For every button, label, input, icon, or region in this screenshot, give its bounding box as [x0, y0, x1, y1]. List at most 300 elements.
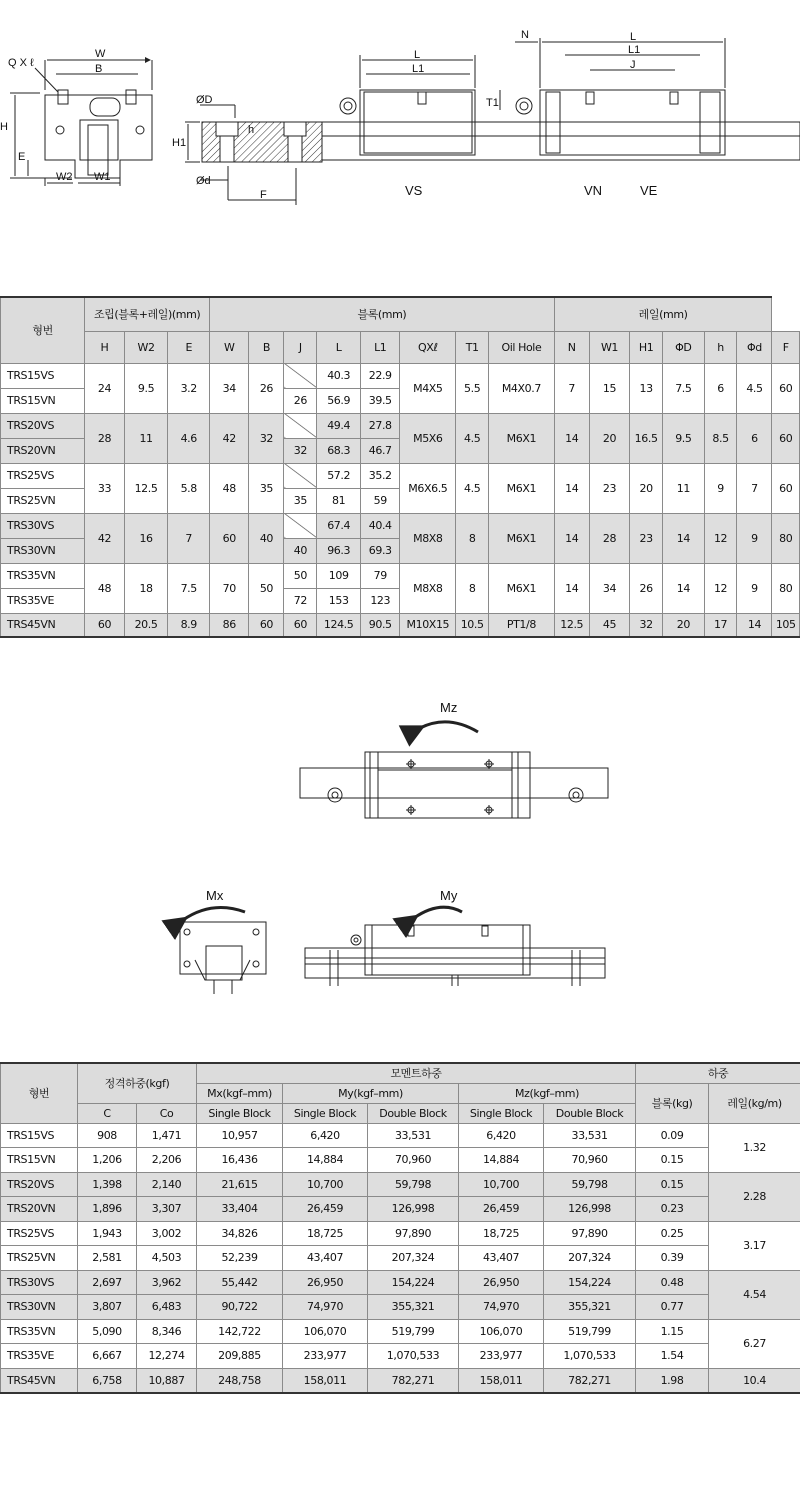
t1-col-header: W2: [124, 331, 168, 363]
table-cell: PT1/8: [489, 613, 555, 637]
table-cell: 60: [85, 613, 124, 637]
table-cell: 3,807: [78, 1295, 137, 1320]
table-cell: 4,503: [137, 1246, 197, 1271]
e-label: E: [18, 151, 26, 163]
table-cell: 20.5: [124, 613, 168, 637]
table-cell: 2,140: [137, 1172, 197, 1197]
table-cell: 34: [589, 563, 629, 613]
table-cell: 35: [249, 463, 284, 513]
table-cell: 60: [249, 613, 284, 637]
table-row: [1, 1344, 800, 1369]
model-cell: TRS35VE: [1, 1344, 78, 1369]
table-cell: 0.09: [636, 1123, 709, 1148]
table-cell: 21,615: [197, 1172, 283, 1197]
table-cell: 8.9: [168, 613, 210, 637]
b-label: B: [95, 63, 103, 75]
table-cell: M4X5: [400, 363, 456, 413]
table-cell: 26,950: [459, 1270, 544, 1295]
table-row: [1, 1319, 800, 1344]
table-cell: 1.98: [636, 1368, 709, 1393]
table-cell: [284, 513, 317, 538]
model-cell: TRS25VS: [1, 1221, 78, 1246]
table-cell: 1,206: [78, 1148, 137, 1173]
table-cell: 16.5: [630, 413, 663, 463]
table-cell: 70,960: [368, 1148, 459, 1173]
table-cell: 7.5: [663, 363, 705, 413]
table-cell: 26: [630, 563, 663, 613]
table-cell: 69.3: [361, 538, 400, 563]
table-cell: 33,404: [197, 1197, 283, 1222]
t1-col-header: ΦD: [663, 331, 705, 363]
model-cell: TRS20VN: [1, 1197, 78, 1222]
table-cell: 9.5: [124, 363, 168, 413]
table-cell: 33,531: [368, 1123, 459, 1148]
table-cell: 14: [554, 563, 589, 613]
table-cell: 3,307: [137, 1197, 197, 1222]
table-cell: 32: [249, 413, 284, 463]
table-cell: 42: [210, 413, 249, 463]
table-cell: 7.5: [168, 563, 210, 613]
table-cell: 26,459: [459, 1197, 544, 1222]
table-row: [1, 1172, 800, 1197]
rail-weight-cell: 3.17: [709, 1221, 800, 1270]
t1-col-header: L: [317, 331, 361, 363]
table-cell: 6,420: [283, 1123, 368, 1148]
table-cell: 8: [456, 563, 489, 613]
table-cell: 33: [85, 463, 124, 513]
table-cell: 908: [78, 1123, 137, 1148]
model-cell: TRS45VN: [1, 1368, 78, 1393]
table-cell: 782,271: [544, 1368, 636, 1393]
table-cell: 9: [737, 563, 772, 613]
rail-weight-cell: 10.4: [709, 1368, 800, 1393]
moment-diagram: [0, 690, 800, 1000]
model-cell: TRS35VN: [1, 563, 85, 588]
table-cell: 0.23: [636, 1197, 709, 1222]
table-cell: 46.7: [361, 438, 400, 463]
t1-model-header: 형번: [1, 297, 85, 363]
table-cell: 12,274: [137, 1344, 197, 1369]
table-cell: 4.5: [456, 463, 489, 513]
mz-header: Mz(kgf–mm): [459, 1083, 636, 1103]
table-cell: 9.5: [663, 413, 705, 463]
table-cell: 96.3: [317, 538, 361, 563]
table-cell: 5,090: [78, 1319, 137, 1344]
t1-rail-header: 레일(mm): [554, 297, 772, 331]
t1-col-header: N: [554, 331, 589, 363]
table-cell: 48: [210, 463, 249, 513]
table-cell: 26,950: [283, 1270, 368, 1295]
model-cell: TRS15VN: [1, 1148, 78, 1173]
table-cell: 109: [317, 563, 361, 588]
t1-col-header: L1: [361, 331, 400, 363]
table-cell: 4.6: [168, 413, 210, 463]
table-cell: 12: [704, 513, 737, 563]
table-cell: 3,002: [137, 1221, 197, 1246]
table-cell: 7: [554, 363, 589, 413]
rail-weight-cell: 6.27: [709, 1319, 800, 1368]
dimension-drawing-top: [0, 0, 800, 220]
table-cell: 355,321: [544, 1295, 636, 1320]
table-cell: 90.5: [361, 613, 400, 637]
table-cell: M6X1: [489, 413, 555, 463]
table-cell: 6,758: [78, 1368, 137, 1393]
table-row: [1, 413, 800, 438]
table-cell: 8: [456, 513, 489, 563]
block-kg-header: 블록(kg): [636, 1083, 709, 1123]
table-cell: 74,970: [459, 1295, 544, 1320]
table-cell: 49.4: [317, 413, 361, 438]
table-cell: 7: [737, 463, 772, 513]
table-cell: 5.8: [168, 463, 210, 513]
table-cell: 3.2: [168, 363, 210, 413]
table-cell: 14: [737, 613, 772, 637]
table-cell: 207,324: [368, 1246, 459, 1271]
table-cell: 72: [284, 588, 317, 613]
table-cell: 39.5: [361, 388, 400, 413]
t1-col-header: J: [284, 331, 317, 363]
t2-model-header: 형번: [1, 1063, 78, 1123]
table-cell: 13: [630, 363, 663, 413]
t1-assembly-header: 조립(블록+레일)(mm): [85, 297, 210, 331]
table-cell: 14: [663, 513, 705, 563]
table-cell: 45: [589, 613, 629, 637]
table-cell: 12.5: [124, 463, 168, 513]
table-cell: 60: [772, 413, 800, 463]
table-cell: 6,483: [137, 1295, 197, 1320]
table-row: [1, 1221, 800, 1246]
table-cell: 4.5: [737, 363, 772, 413]
single-block-header: Single Block: [197, 1103, 283, 1123]
table-cell: 28: [85, 413, 124, 463]
table-cell: 34,826: [197, 1221, 283, 1246]
table-cell: 106,070: [459, 1319, 544, 1344]
table-cell: 81: [317, 488, 361, 513]
table-cell: 14: [554, 513, 589, 563]
mz-label: Mz: [440, 700, 458, 715]
table-cell: 80: [772, 513, 800, 563]
table-cell: 3,962: [137, 1270, 197, 1295]
t1-label: T1: [486, 97, 499, 109]
table-cell: 14,884: [459, 1148, 544, 1173]
t1-col-header: H: [85, 331, 124, 363]
table-cell: 233,977: [459, 1344, 544, 1369]
table-cell: 105: [772, 613, 800, 637]
table-cell: [284, 463, 317, 488]
model-cell: TRS30VN: [1, 1295, 78, 1320]
table-cell: 26,459: [283, 1197, 368, 1222]
table-cell: 1.54: [636, 1344, 709, 1369]
table-cell: 16: [124, 513, 168, 563]
table-cell: 158,011: [459, 1368, 544, 1393]
table-cell: 355,321: [368, 1295, 459, 1320]
table-cell: 79: [361, 563, 400, 588]
table-cell: 5.5: [456, 363, 489, 413]
table-cell: 10,957: [197, 1123, 283, 1148]
table-cell: 6,420: [459, 1123, 544, 1148]
table-cell: 14: [554, 413, 589, 463]
table-cell: 782,271: [368, 1368, 459, 1393]
my-header: My(kgf–mm): [283, 1083, 459, 1103]
table-cell: 248,758: [197, 1368, 283, 1393]
table-cell: 23: [630, 513, 663, 563]
table-cell: 60: [772, 363, 800, 413]
table-row: [1, 1368, 800, 1393]
w-label: W: [95, 48, 106, 60]
single-block-header: Single Block: [459, 1103, 544, 1123]
table-cell: 11: [663, 463, 705, 513]
table-cell: 59: [361, 488, 400, 513]
qxl-label: Q X ℓ: [8, 57, 34, 69]
table-cell: 67.4: [317, 513, 361, 538]
table-row: [1, 1123, 800, 1148]
table-cell: 233,977: [283, 1344, 368, 1369]
table-cell: 14,884: [283, 1148, 368, 1173]
table-cell: 9: [704, 463, 737, 513]
table-cell: M6X6.5: [400, 463, 456, 513]
table-cell: M5X6: [400, 413, 456, 463]
model-cell: TRS30VS: [1, 513, 85, 538]
table-cell: 2,697: [78, 1270, 137, 1295]
table-cell: 4.5: [456, 413, 489, 463]
t1-col-header: Oil Hole: [489, 331, 555, 363]
single-block-header: Single Block: [283, 1103, 368, 1123]
table-cell: 7: [168, 513, 210, 563]
table-cell: 20: [589, 413, 629, 463]
table-row: [1, 563, 800, 588]
table-cell: 74,970: [283, 1295, 368, 1320]
table-cell: 0.77: [636, 1295, 709, 1320]
table-cell: 18,725: [283, 1221, 368, 1246]
table-cell: 70,960: [544, 1148, 636, 1173]
c-header: C: [78, 1103, 137, 1123]
table-cell: 59,798: [368, 1172, 459, 1197]
dimension-table: [0, 296, 800, 638]
table-cell: 6: [737, 413, 772, 463]
table-row: [1, 513, 800, 538]
table-cell: M8X8: [400, 513, 456, 563]
table-cell: 0.15: [636, 1148, 709, 1173]
table-cell: 20: [630, 463, 663, 513]
w2-label: W2: [56, 171, 73, 183]
model-cell: TRS20VS: [1, 1172, 78, 1197]
table-cell: 34: [210, 363, 249, 413]
table-cell: 124.5: [317, 613, 361, 637]
table-cell: 16,436: [197, 1148, 283, 1173]
table-row: [1, 363, 800, 388]
table-cell: 56.9: [317, 388, 361, 413]
t1-col-header: h: [704, 331, 737, 363]
vn-l1-label: L1: [628, 44, 641, 56]
t2-weight-header: 하중: [636, 1063, 800, 1083]
table-cell: 106,070: [283, 1319, 368, 1344]
table-cell: 48: [85, 563, 124, 613]
phid-lower-label: Ød: [196, 175, 211, 187]
n-label: N: [521, 29, 529, 41]
h-small-label: h: [248, 124, 255, 136]
t1-col-header: E: [168, 331, 210, 363]
model-cell: TRS35VN: [1, 1319, 78, 1344]
table-cell: 33,531: [544, 1123, 636, 1148]
table-cell: 18,725: [459, 1221, 544, 1246]
table-cell: 27.8: [361, 413, 400, 438]
table-cell: 60: [284, 613, 317, 637]
table-cell: 60: [210, 513, 249, 563]
model-cell: TRS30VN: [1, 538, 85, 563]
w1-label: W1: [94, 171, 111, 183]
table-cell: 43,407: [459, 1246, 544, 1271]
table-cell: 22.9: [361, 363, 400, 388]
table-cell: 8.5: [704, 413, 737, 463]
table-cell: 12.5: [554, 613, 589, 637]
load-rating-table: [0, 1062, 800, 1394]
table-cell: 6: [704, 363, 737, 413]
h1-label: H1: [172, 137, 187, 149]
table-cell: 2,206: [137, 1148, 197, 1173]
table-cell: 86: [210, 613, 249, 637]
table-cell: 42: [85, 513, 124, 563]
table-cell: 26: [284, 388, 317, 413]
table-cell: 10,887: [137, 1368, 197, 1393]
t2-moment-header: 모멘트하중: [197, 1063, 636, 1083]
t1-col-header: Φd: [737, 331, 772, 363]
table-cell: 1,896: [78, 1197, 137, 1222]
table-row: [1, 613, 800, 637]
vs-caption: VS: [405, 183, 423, 198]
table-cell: 26: [249, 363, 284, 413]
table-cell: 158,011: [283, 1368, 368, 1393]
table-cell: 519,799: [544, 1319, 636, 1344]
table-cell: [284, 363, 317, 388]
rail-weight-cell: 4.54: [709, 1270, 800, 1319]
table-cell: 1,943: [78, 1221, 137, 1246]
vn-l-label: L: [630, 31, 637, 43]
model-cell: TRS15VS: [1, 363, 85, 388]
table-cell: 142,722: [197, 1319, 283, 1344]
table-row: [1, 1246, 800, 1271]
table-cell: 1,070,533: [368, 1344, 459, 1369]
table-cell: 10,700: [283, 1172, 368, 1197]
model-cell: TRS25VN: [1, 488, 85, 513]
table-cell: 40: [249, 513, 284, 563]
double-block-header: Double Block: [544, 1103, 636, 1123]
table-cell: 8,346: [137, 1319, 197, 1344]
table-cell: 2,581: [78, 1246, 137, 1271]
table-cell: 154,224: [544, 1270, 636, 1295]
model-cell: TRS20VS: [1, 413, 85, 438]
table-cell: 154,224: [368, 1270, 459, 1295]
table-cell: 70: [210, 563, 249, 613]
table-cell: 11: [124, 413, 168, 463]
table-cell: M10X15: [400, 613, 456, 637]
table-cell: 90,722: [197, 1295, 283, 1320]
ve-caption: VE: [640, 183, 658, 198]
double-block-header: Double Block: [368, 1103, 459, 1123]
rail-weight-cell: 2.28: [709, 1172, 800, 1221]
table-row: [1, 1148, 800, 1173]
table-cell: 40.3: [317, 363, 361, 388]
table-cell: 0.39: [636, 1246, 709, 1271]
table-cell: 20: [663, 613, 705, 637]
table-cell: M6X1: [489, 463, 555, 513]
table-cell: 0.25: [636, 1221, 709, 1246]
table-cell: 68.3: [317, 438, 361, 463]
table-cell: 18: [124, 563, 168, 613]
table-cell: 1,471: [137, 1123, 197, 1148]
table-cell: 126,998: [544, 1197, 636, 1222]
model-cell: TRS15VS: [1, 1123, 78, 1148]
t1-col-header: B: [249, 331, 284, 363]
table-cell: 80: [772, 563, 800, 613]
table-cell: 50: [284, 563, 317, 588]
table-row: [1, 1270, 800, 1295]
t1-block-header: 블록(mm): [210, 297, 555, 331]
t2-rated-header: 정격하중(kgf): [78, 1063, 197, 1103]
table-cell: 153: [317, 588, 361, 613]
table-cell: M6X1: [489, 563, 555, 613]
t1-col-header: T1: [456, 331, 489, 363]
t1-col-header: F: [772, 331, 800, 363]
j-label: J: [630, 59, 636, 71]
table-cell: M6X1: [489, 513, 555, 563]
t1-col-header: W: [210, 331, 249, 363]
table-row: [1, 1197, 800, 1222]
mx-header: Mx(kgf–mm): [197, 1083, 283, 1103]
model-cell: TRS45VN: [1, 613, 85, 637]
vs-l1-label: L1: [412, 63, 425, 75]
vs-l-label: L: [414, 49, 421, 61]
table-cell: M4X0.7: [489, 363, 555, 413]
mx-label: Mx: [206, 888, 224, 903]
rail-kgm-header: 레일(kg/m): [709, 1083, 800, 1123]
table-cell: 97,890: [544, 1221, 636, 1246]
table-cell: 10,700: [459, 1172, 544, 1197]
co-header: Co: [137, 1103, 197, 1123]
table-cell: 1,398: [78, 1172, 137, 1197]
table-cell: 14: [554, 463, 589, 513]
t1-col-header: QXℓ: [400, 331, 456, 363]
table-cell: 0.48: [636, 1270, 709, 1295]
table-row: [1, 463, 800, 488]
table-cell: 1,070,533: [544, 1344, 636, 1369]
rail-weight-cell: 1.32: [709, 1123, 800, 1172]
table-cell: 1.15: [636, 1319, 709, 1344]
model-cell: TRS15VN: [1, 388, 85, 413]
table-cell: 52,239: [197, 1246, 283, 1271]
table-cell: 40: [284, 538, 317, 563]
model-cell: TRS25VS: [1, 463, 85, 488]
table-cell: 40.4: [361, 513, 400, 538]
table-row: [1, 1295, 800, 1320]
table-cell: 209,885: [197, 1344, 283, 1369]
table-cell: 23: [589, 463, 629, 513]
table-cell: 32: [630, 613, 663, 637]
table-cell: 10.5: [456, 613, 489, 637]
t1-col-header: W1: [589, 331, 629, 363]
table-cell: 15: [589, 363, 629, 413]
table-cell: 28: [589, 513, 629, 563]
phid-upper-label: ØD: [196, 94, 213, 106]
model-cell: TRS20VN: [1, 438, 85, 463]
table-cell: 57.2: [317, 463, 361, 488]
my-label: My: [440, 888, 458, 903]
table-cell: 32: [284, 438, 317, 463]
t1-col-header: H1: [630, 331, 663, 363]
table-cell: 24: [85, 363, 124, 413]
f-label: F: [260, 189, 267, 201]
h-label: H: [0, 121, 8, 133]
table-cell: 17: [704, 613, 737, 637]
